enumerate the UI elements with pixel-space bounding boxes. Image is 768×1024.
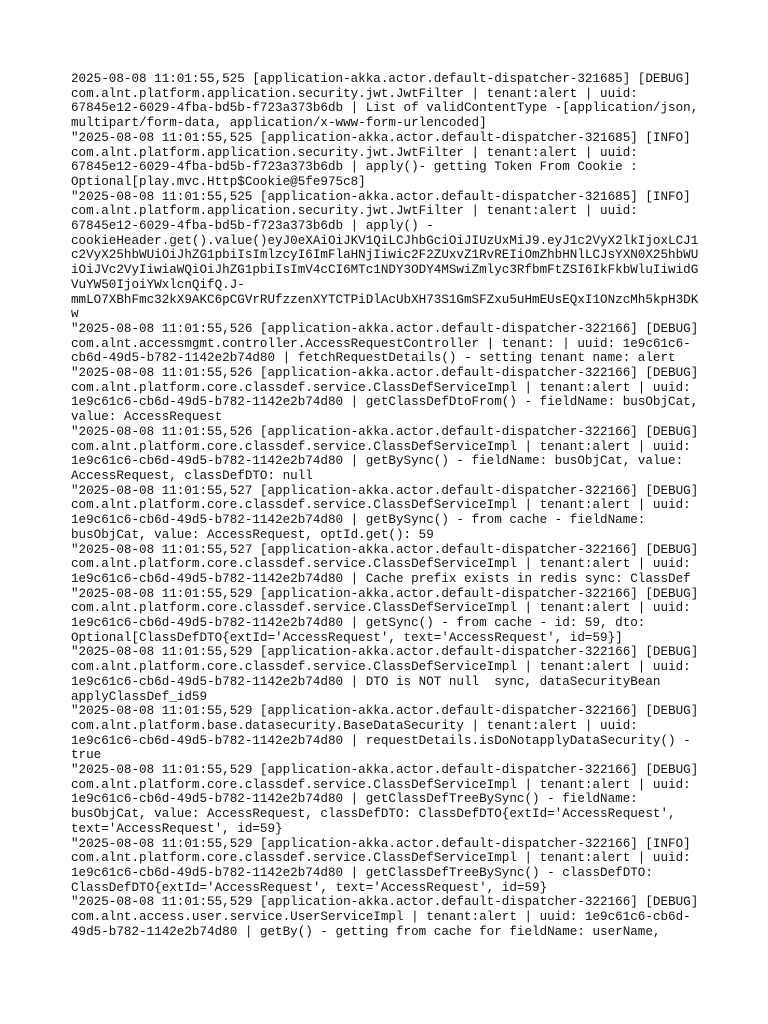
log-entry: "2025-08-08 11:01:55,525 [application-akka.actor.default-dispatcher-321685] [INFO] com.alnt.platform.application.security.jwt.JwtFilter | tenant:alert | uuid: 67845e12-6029-4fba-bd5b-f723a373b6db | apply()- getting Token From Cookie : Optional[play.mvc.Http$Cookie@5fe975c8] (71, 130, 691, 189)
log-entry: "2025-08-08 11:01:55,526 [application-akka.actor.default-dispatcher-322166] [DEBUG] com.alnt.accessmgmt.controller.AccessRequestController | tenant: | uuid: 1e9c61c6- cb6d-49d5-b782-1142e2b74d80 | fetchRequestDetails() - setting tenant name: alert (71, 321, 699, 366)
log-entry: "2025-08-08 11:01:55,525 [application-akka.actor.default-dispatcher-321685] [INFO] com.alnt.platform.application.security.jwt.JwtFilter | tenant:alert | uuid: 67845e12-6029-4fba-bd5b-f723a373b6db | apply() - cookieHeader.get().value()eyJ0eXAiOiJKV1QiLCJhbGciOiJIUzUxMiJ9.eyJ1c2VyX2lkIjoxLCJ1 c2VyX25hbWUiOiJhZG1pbiIsImlzcyI6ImFlaHNjIiwic2F2ZUxvZ1RvREIiOmZhbHNlLCJsYXN0X25hbWU iOiJVc2VyIiwiaWQiOiJhZG1pbiIsImV4cCI6MTc1NDY3ODY4MSwiZmlyc3RfbmFtZSI6IkFkbWluIiwidG VuYW50IjoiYWxlcnQifQ.J- mmLO7XBhFmc32kX9AKC6pCGVrRUfzzenXYTCTPiDlAcUbXH73S1GmSFZxu5uHmEUsEQxI1ONzcMh5kpH3DK w (71, 189, 699, 322)
log-entry: 2025-08-08 11:01:55,525 [application-akka.actor.default-dispatcher-321685] [DEBUG] com.alnt.platform.application.security.jwt.JwtFilter | tenant:alert | uuid: 67845e12-6029-4fba-bd5b-f723a373b6db | List of validContentType -[application/json, multipart/form-data, application/x-www-form-urlencoded] (71, 72, 699, 131)
log-entry: "2025-08-08 11:01:55,529 [application-akka.actor.default-dispatcher-322166] [DEBUG] com.alnt.platform.core.classdef.service.ClassDefServiceImpl | tenant:alert | uuid: 1e9c61c6-cb6d-49d5-b782-1142e2b74d80 | getSync() - from cache - id: 59, dto: Optional[ClassDefDTO{extId='AccessRequest', text='AccessRequest', id=59}] (71, 586, 699, 645)
log-entry: "2025-08-08 11:01:55,526 [application-akka.actor.default-dispatcher-322166] [DEBUG] com.alnt.platform.core.classdef.service.ClassDefServiceImpl | tenant:alert | uuid: 1e9c61c6-cb6d-49d5-b782-1142e2b74d80 | getBySync() - fieldName: busObjCat, value: AccessRequest, classDefDTO: null (71, 424, 699, 483)
log-entry: "2025-08-08 11:01:55,529 [application-akka.actor.default-dispatcher-322166] [INFO] com.alnt.platform.core.classdef.service.ClassDefServiceImpl | tenant:alert | uuid: 1e9c61c6-cb6d-49d5-b782-1142e2b74d80 | getClassDefTreeBySync() - classDefDTO: ClassDefDTO{extId='AccessRequest', text='AccessRequest', id=59} (71, 836, 691, 895)
log-entry: "2025-08-08 11:01:55,529 [application-akka.actor.default-dispatcher-322166] [DEBUG] com.alnt.access.user.service.UserServiceImpl | tenant:alert | uuid: 1e9c61c6-cb6d- 49d5-b782-1142e2b74d80 | getBy() - getting from cache for fieldName: userName, (71, 895, 699, 939)
log-entry: "2025-08-08 11:01:55,529 [application-akka.actor.default-dispatcher-322166] [DEBUG] com.alnt.platform.core.classdef.service.ClassDefServiceImpl | tenant:alert | uuid: 1e9c61c6-cb6d-49d5-b782-1142e2b74d80 | DTO is NOT null sync, dataSecurityBean applyClassDef_id59 (71, 645, 699, 704)
log-entry: "2025-08-08 11:01:55,529 [application-akka.actor.default-dispatcher-322166] [DEBUG] com.alnt.platform.core.classdef.service.ClassDefServiceImpl | tenant:alert | uuid: 1e9c61c6-cb6d-49d5-b782-1142e2b74d80 | getClassDefTreeBySync() - fieldName: busObjCat, value: AccessRequest, classDefDTO: ClassDefDTO{extId='AccessRequest', text='AccessRequest', id=59} (71, 763, 699, 836)
log-document (71, 72, 711, 939)
log-entry: "2025-08-08 11:01:55,527 [application-akka.actor.default-dispatcher-322166] [DEBUG] com.alnt.platform.core.classdef.service.ClassDefServiceImpl | tenant:alert | uuid: 1e9c61c6-cb6d-49d5-b782-1142e2b74d80 | Cache prefix exists in redis sync: ClassDef (71, 542, 699, 586)
log-entry: "2025-08-08 11:01:55,526 [application-akka.actor.default-dispatcher-322166] [DEBUG] com.alnt.platform.core.classdef.service.ClassDefServiceImpl | tenant:alert | uuid: 1e9c61c6-cb6d-49d5-b782-1142e2b74d80 | getClassDefDtoFrom() - fieldName: busObjCat, value: AccessRequest (71, 366, 699, 425)
log-entry: "2025-08-08 11:01:55,527 [application-akka.actor.default-dispatcher-322166] [DEBUG] com.alnt.platform.core.classdef.service.ClassDefServiceImpl | tenant:alert | uuid: 1e9c61c6-cb6d-49d5-b782-1142e2b74d80 | getBySync() - from cache - fieldName: busObjCat, value: AccessRequest, optId.get(): 59 (71, 483, 699, 542)
log-entry: "2025-08-08 11:01:55,529 [application-akka.actor.default-dispatcher-322166] [DEBUG] com.alnt.platform.base.datasecurity.BaseDataSecurity | tenant:alert | uuid: 1e9c61c6-cb6d-49d5-b782-1142e2b74d80 | requestDetails.isDoNotapplyDataSecurity() - true (71, 704, 699, 763)
